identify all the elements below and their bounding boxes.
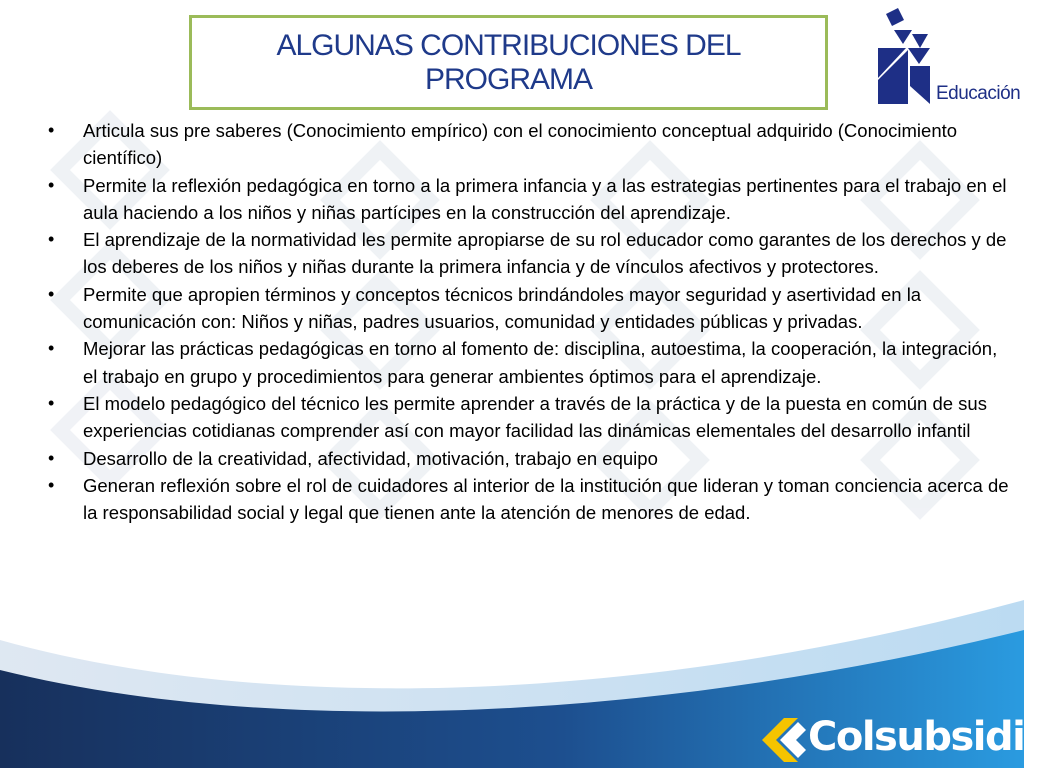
- bullet-icon: •: [48, 283, 55, 304]
- bullet-text: El modelo pedagógico del técnico les permite aprender a través de la práctica y de la puesta en común de sus experiencias cotidianas comprender así con mayor facilidad las dinámicas elementales del desarrollo infantil: [83, 392, 987, 442]
- bullet-text: Mejorar las prácticas pedagógicas en torno al fomento de: disciplina, autoestima, la cooperación, la integración, el trabajo en grupo y procedimientos para generar ambientes óptimos para el aprendizaje.: [83, 338, 998, 387]
- list-item: [48, 445, 1014, 472]
- list-item: [48, 226, 1014, 281]
- title-box: [189, 15, 828, 110]
- list-item: [48, 172, 1014, 227]
- bullet-content: [48, 117, 1014, 526]
- list-item: [48, 472, 1014, 527]
- bullet-text: Generan reflexión sobre el rol de cuidadores al interior de la institución que lideran y toman conciencia acerca de la responsabilidad social y legal que tienen ante la atención de menores de edad.: [83, 474, 1009, 524]
- brand-name: Colsubsidio: [808, 714, 1050, 760]
- bullet-list: [48, 117, 1014, 526]
- bullet-text: El aprendizaje de la normatividad les permite apropiarse de su rol educador como garantes de los derechos y de los deberes de los niños y niñas durante la primera infancia y de vínculos afectivos y protectores.: [83, 229, 1007, 278]
- bullet-icon: •: [48, 474, 55, 495]
- list-item: [48, 390, 1014, 445]
- bullet-icon: •: [48, 338, 55, 359]
- bullet-text: Articula sus pre saberes (Conocimiento empírico) con el conocimiento conceptual adquirido (Conocimiento científico): [83, 120, 958, 169]
- bullet-text: Permite la reflexión pedagógica en torno a la primera infancia y a las estrategias pertinentes para el trabajo en el aula haciendo a los niños y niñas partícipes en la construcción del aprendizaje.: [83, 174, 1007, 223]
- bullet-text: Desarrollo de la creatividad, afectividad, motivación, trabajo en equipo: [83, 447, 658, 469]
- slide-title: ALGUNAS CONTRIBUCIONES DEL PROGRAMA: [276, 28, 741, 96]
- bullet-icon: •: [48, 174, 55, 195]
- list-item: [48, 335, 1014, 390]
- list-item: [48, 117, 1014, 172]
- bullet-icon: •: [48, 447, 55, 468]
- bullet-icon: •: [48, 392, 55, 413]
- education-logo-label: Educación: [936, 83, 1021, 104]
- bullet-icon: •: [48, 229, 55, 250]
- bullet-icon: •: [48, 120, 55, 140]
- list-item: [48, 281, 1014, 336]
- bullet-text: Permite que apropien términos y conceptos técnicos brindándoles mayor seguridad y asertividad en la comunicación con: Niños y niñas, padres usuarios, comunidad y entidades públicas y privadas.: [83, 283, 922, 333]
